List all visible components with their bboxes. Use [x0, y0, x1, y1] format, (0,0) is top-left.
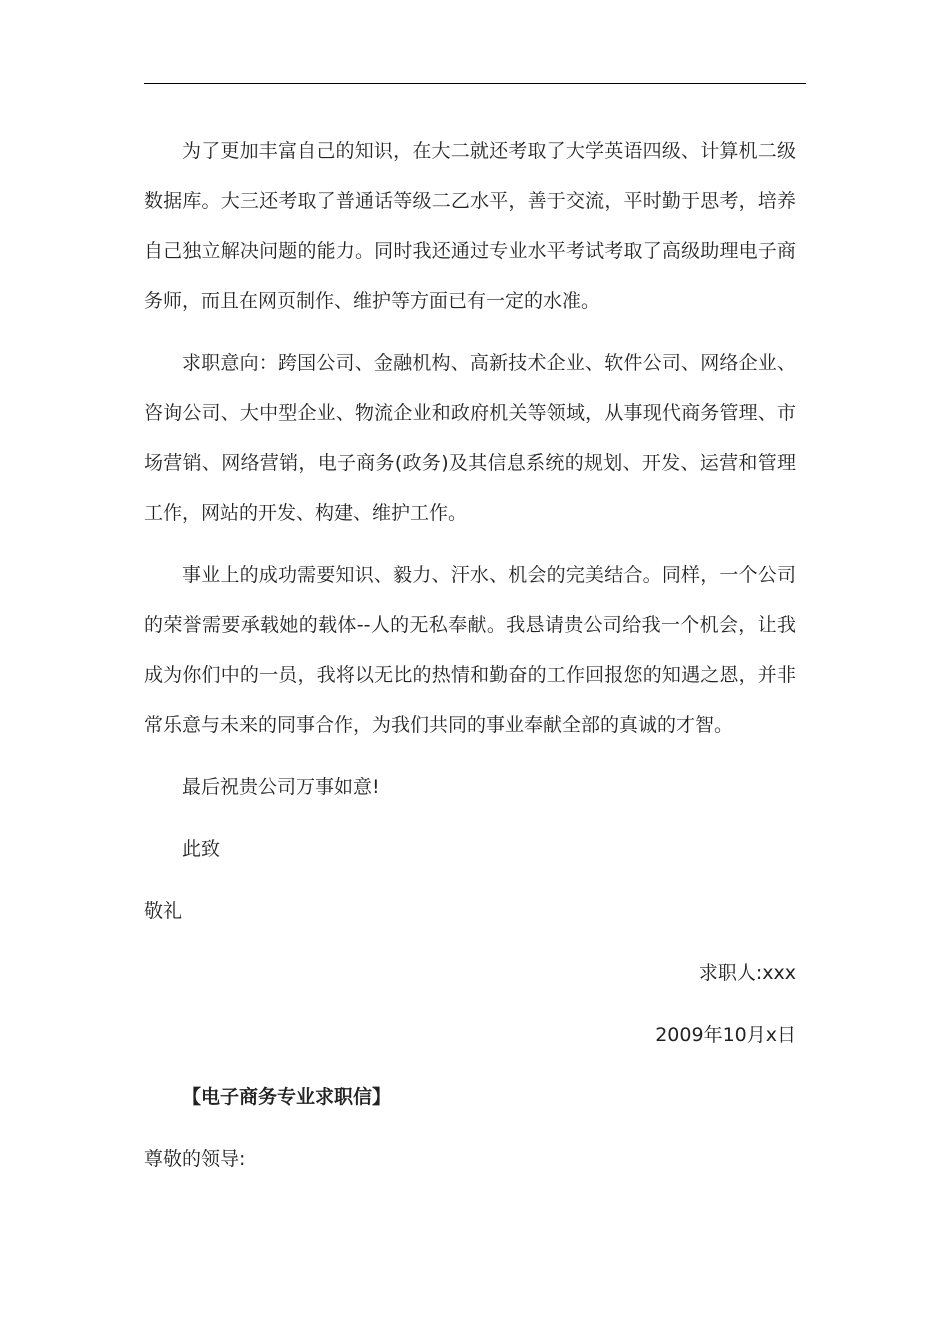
- closing-salute: 敬礼: [144, 900, 183, 922]
- paragraph-career-intention: 求职意向：跨国公司、金融机构、高新技术企业、软件公司、网络企业、咨询公司、大中型企业、物流企业和政府机关等领域，从事现代商务管理、市场营销、网络营销，电子商务(政务)及其信息系统的规划、开发、运营和管理工作，网站的开发、构建、维护工作。: [144, 352, 796, 524]
- paragraph-skills: 为了更加丰富自己的知识，在大二就还考取了大学英语四级、计算机二级数据库。大三还考取了普通话等级二乙水平，善于交流，平时勤于思考，培养自己独立解决问题的能力。同时我还通过专业水平考试考取了高级助理电子商务师，而且在网页制作、维护等方面已有一定的水准。: [144, 140, 796, 312]
- closing-wish: 最后祝贵公司万事如意!: [182, 776, 380, 798]
- salutation: 尊敬的领导:: [144, 1148, 246, 1170]
- signature: 求职人:xxx: [698, 962, 796, 984]
- closing-greeting: 此致: [182, 838, 221, 860]
- letter-body: [144, 126, 796, 1196]
- header-rule: [144, 83, 806, 84]
- paragraph-request: 事业上的成功需要知识、毅力、汗水、机会的完美结合。同样，一个公司的荣誉需要承载她的载体--人的无私奉献。我恳请贵公司给我一个机会，让我成为你们中的一员，我将以无比的热情和勤奋的工作回报您的知遇之恩，并非常乐意与未来的同事合作，为我们共同的事业奉献全部的真诚的才智。: [144, 564, 796, 736]
- letter-date: 2009年10月x日: [655, 1024, 796, 1046]
- section-title: 【电子商务专业求职信】: [182, 1086, 392, 1108]
